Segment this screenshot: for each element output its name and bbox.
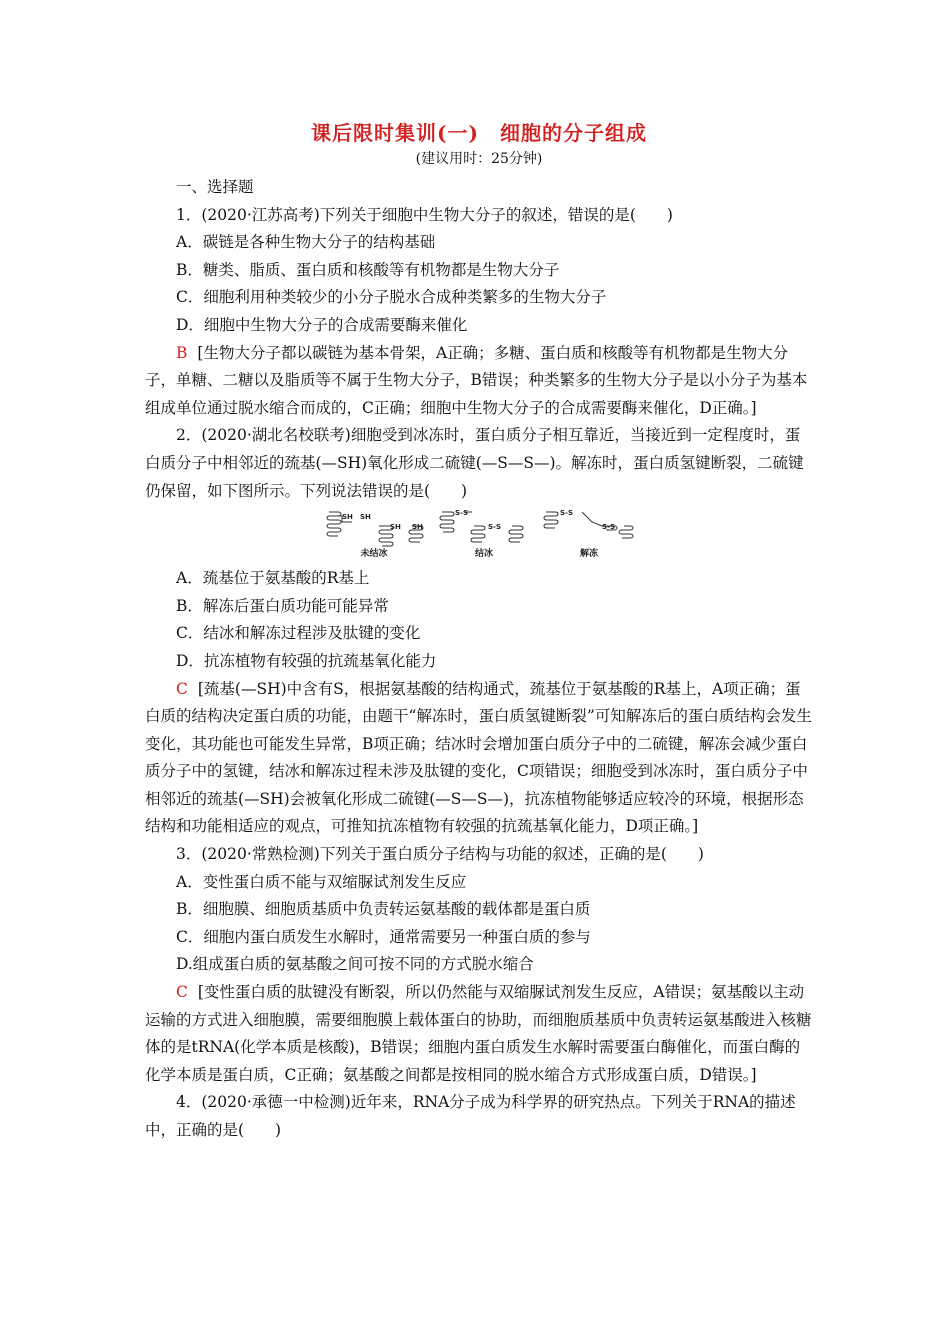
question-1-explanation: [生物大分子都以碳链为基本骨架，A正确；多糖、蛋白质和核酸等有机物都是生物大分子，单糖、二糖以及脂质等不属于生物大分子，B错误；种类繁多的生物大分子是以小分子为基本组成单位通过脱水缩合而成的，C正确；细胞中生物大分子的合成需要酶来催化，D正确。] <box>145 343 808 417</box>
suggested-time: (建议用时：25分钟) <box>415 151 543 167</box>
ss-label-2: S-S <box>488 523 501 532</box>
sh-label-4: SH <box>412 523 423 532</box>
sh-label-2: SH <box>360 513 371 522</box>
thawed-protein-strands <box>544 512 633 538</box>
question-1-option-d: D．细胞中生物大分子的合成需要酶来催化 <box>176 315 468 334</box>
panel-caption-thawed: 解冻 <box>579 549 599 560</box>
page-title: 课后限时集训(一) 细胞的分子组成 <box>311 121 647 145</box>
question-2-option-b: B．解冻后蛋白质功能可能异常 <box>176 596 389 615</box>
question-2-option-c: C．结冰和解冻过程涉及肽键的变化 <box>176 624 421 643</box>
question-2-stem: 2．(2020·湖北名校联考)细胞受到冰冻时，蛋白质分子相互靠近，当接近到一定程度时，蛋白质分子中相邻近的巯基(—SH)氧化形成二硫键(—S—S—)。解冻时，蛋白质氢键断裂，二硫键仍保留，如下图所示。下列说法错误的是( ) <box>145 426 804 500</box>
question-3-stem: 3．(2020·常熟检测)下列关于蛋白质分子结构与功能的叙述，正确的是( ) <box>176 845 704 864</box>
question-2-explanation: [巯基(—SH)中含有S，根据氨基酸的结构通式，巯基位于氨基酸的R基上，A项正确；蛋白质的结构决定蛋白质的功能，由题干“解冻时，蛋白质氢键断裂”可知解冻后的蛋白质结构会发生变化，其功能也可能发生异常，B项正确；结冰时会增加蛋白质分子中的二硫键，解冻会减少蛋白质分子中的氢键，结冰和解冻过程未涉及肽键的变化，C项错误；细胞受到冰冻时，蛋白质分子中相邻近的巯基(—SH)会被氧化形成二硫键(—S—S—)，抗冻植物能够适应较冷的环境，根据形态结构和功能相适应的观点，可推知抗冻植物有较强的抗巯基氧化能力，D项正确。] <box>145 679 812 836</box>
question-3-option-d: D.组成蛋白质的氨基酸之间可按不同的方式脱水缩合 <box>176 955 534 974</box>
question-3-explanation: [变性蛋白质的肽键没有断裂，所以仍然能与双缩脲试剂发生反应，A错误；氨基酸以主动运输的方式进入细胞膜，需要细胞膜上载体蛋白的协助，而细胞质基质中负责转运氨基酸进入核糖体的是tRNA(化学本质是核酸)，B错误；细胞内蛋白质发生水解时需要蛋白酶催化，而蛋白酶的化学本质是蛋白质，C正确；氨基酸之间都是按相同的脱水缩合方式形成蛋白质，D错误。] <box>145 983 812 1084</box>
question-1-answer: B <box>176 343 188 362</box>
sh-label-3: SH <box>390 523 401 532</box>
protein-disulfide-figure <box>145 509 813 559</box>
question-2-answer: C <box>176 679 188 698</box>
question-3-option-c: C．细胞内蛋白质发生水解时，通常需要另一种蛋白质的参与 <box>176 927 591 946</box>
question-2-option-d: D．抗冻植物有较强的抗巯基氧化能力 <box>176 651 437 670</box>
ss-label-3: S-S <box>560 509 573 518</box>
question-1-stem: 1．(2020·江苏高考)下列关于细胞中生物大分子的叙述，错误的是( ) <box>176 205 673 224</box>
panel-caption-unfrozen: 未结冰 <box>360 549 388 560</box>
ss-label-4: S-S <box>602 523 615 532</box>
question-3-answer: C <box>176 983 188 1002</box>
sh-label-1: SH <box>342 513 353 522</box>
question-3-answer-block <box>145 979 813 1089</box>
question-3-option-a: A．变性蛋白质不能与双缩脲试剂发生反应 <box>176 872 467 891</box>
question-2-answer-block <box>145 676 813 842</box>
question-1-answer-block <box>145 340 813 423</box>
ss-label-1: S-S <box>455 509 468 518</box>
section-heading: 一、选择题 <box>176 178 254 196</box>
question-1-option-c: C．细胞利用种类较少的小分子脱水合成种类繁多的生物大分子 <box>176 288 607 307</box>
protein-folding-diagram <box>324 509 634 559</box>
panel-caption-frozen: 结冰 <box>474 549 494 560</box>
question-1-option-b: B．糖类、脂质、蛋白质和核酸等有机物都是生物大分子 <box>176 260 560 279</box>
frozen-protein-strands <box>440 512 523 542</box>
question-4-stem: 4．(2020·承德一中检测)近年来，RNA分子成为科学界的研究热点。下列关于RNA的描述中，正确的是( ) <box>145 1093 796 1139</box>
question-2-option-a: A．巯基位于氨基酸的R基上 <box>176 569 370 588</box>
question-3-option-b: B．细胞膜、细胞质基质中负责转运氨基酸的载体都是蛋白质 <box>176 900 591 919</box>
question-1-option-a: A．碳链是各种生物大分子的结构基础 <box>176 233 436 252</box>
document-body <box>145 118 813 1145</box>
